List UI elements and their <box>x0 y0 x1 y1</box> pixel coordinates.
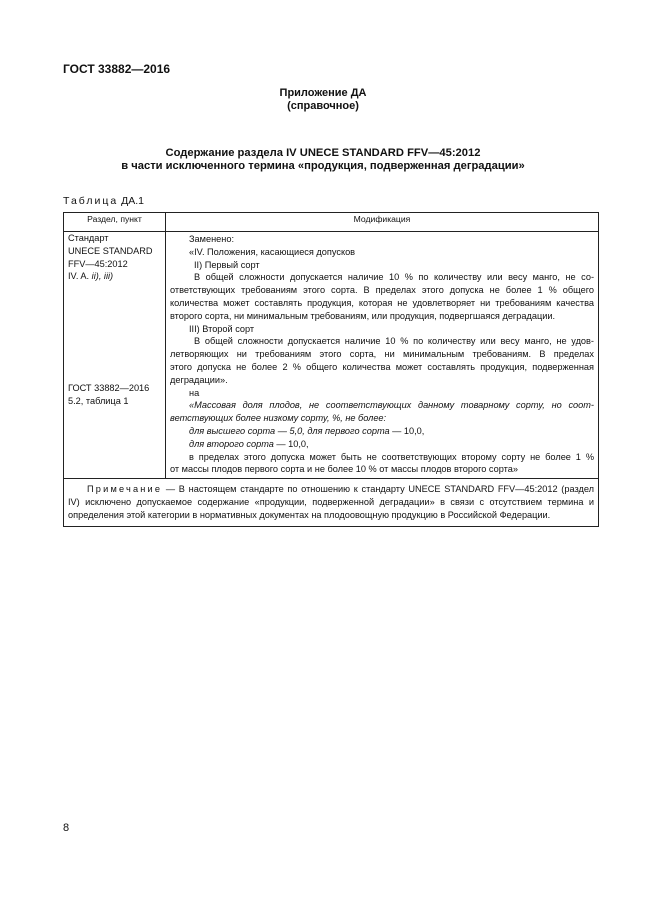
appendix-subtitle: (справочное) <box>287 100 359 112</box>
section-cell <box>64 232 166 479</box>
modification-cell <box>166 232 599 479</box>
mod-line: второго сорта, ни минимальным требованиям, или продукция, подвергшаяся деградации. <box>170 310 556 321</box>
page-number: 8 <box>63 822 70 834</box>
column-header-section: Раздел, пункт <box>64 213 166 232</box>
standard-id: ГОСТ 33882—2016 <box>63 62 171 76</box>
mod-line: этого допуска не более 2 % общего количества может составлять продукция, подверженная <box>170 361 594 372</box>
mod-line: «Массовая доля плодов, не соответствующих данному товарному сорту, но соот- <box>189 400 594 411</box>
section-ref-line: Стандарт <box>68 233 109 243</box>
mod-line: В общей сложности допускается наличие 10 % по количеству или весу манго, не удов- <box>194 336 594 347</box>
mod-line-plain: — 10,0, <box>273 438 309 449</box>
table-note-row <box>64 479 599 526</box>
table-caption <box>63 195 144 207</box>
section-ref-line: 5.2, таблица 1 <box>68 395 129 406</box>
column-header-modification: Модификация <box>166 213 599 232</box>
mod-line: ветствующих более низкому сорту, %, не более: <box>170 413 387 424</box>
modification-table <box>63 212 599 527</box>
note-text: — В настоящем стандарте по отношению к стандарту UNECE STANDARD FFV—45:2012 (раздел IV) исключено допускаемое содержание «продукции, подверженной деградации» в связи с отсутствием термина и определения этой категории в нормативных документах на плодоовощную продукцию в Российской Федерации. <box>68 484 594 520</box>
mod-line: от массы плодов первого сорта и не более 10 % от массы плодов второго сорта» <box>170 464 518 475</box>
mod-line: на <box>189 387 200 398</box>
mod-line: III) Второй сорт <box>189 323 255 334</box>
section-ref-line: UNECE STANDARD <box>68 245 153 256</box>
section-ref-italic: ii), iii) <box>91 271 114 282</box>
mod-line-plain: — 10,0, <box>389 425 425 436</box>
table-header-row <box>64 213 599 232</box>
mod-line-italic: для второго сорта <box>189 438 274 449</box>
section-ref-plain: IV. A. <box>68 271 92 282</box>
mod-line: количества может составлять продукция, которая не удовлетворяет ни требованиям качества <box>170 297 594 308</box>
note-label: Примечание <box>87 484 163 495</box>
appendix-title: Приложение ДА <box>279 87 367 99</box>
mod-line: «IV. Положения, касающиеся допусков <box>189 246 356 257</box>
mod-line: деградации». <box>170 374 228 385</box>
section-ref-unece <box>68 232 163 283</box>
mod-line: ответствующих требованиям этого сорта. В пределах этого допуска не более 1 % общего <box>170 285 594 296</box>
mod-line <box>170 438 594 451</box>
mod-line: летворяющих ни требованиям этого сорта, ни минимальным требованиям. В пределах <box>170 349 594 360</box>
mod-line: Заменено: <box>189 234 235 244</box>
table-row <box>64 232 599 479</box>
mod-line: В общей сложности допускается наличие 10 % по количеству или весу манго, не со- <box>194 272 594 283</box>
table-note <box>64 479 599 526</box>
table-caption-number: ДА.1 <box>121 195 144 207</box>
table-caption-prefix: Таблица <box>63 195 119 207</box>
mod-line <box>170 425 594 438</box>
section-ref-gost <box>68 382 163 408</box>
section-ref-line <box>68 270 163 283</box>
mod-line: II) Первый сорт <box>194 259 260 270</box>
section-heading-line-1: Содержание раздела IV UNECE STANDARD FFV—45:2012 <box>165 147 481 159</box>
mod-line-italic: для высшего сорта — 5,0, для первого сорта <box>189 425 390 436</box>
section-heading-line-2: в части исключенного термина «продукция, подверженная деградации» <box>121 160 525 172</box>
mod-line: в пределах этого допуска может быть не соответствующих второму сорту не более 1 % <box>189 451 594 462</box>
section-ref-line: FFV—45:2012 <box>68 258 128 269</box>
section-ref-line: ГОСТ 33882—2016 <box>68 383 150 393</box>
